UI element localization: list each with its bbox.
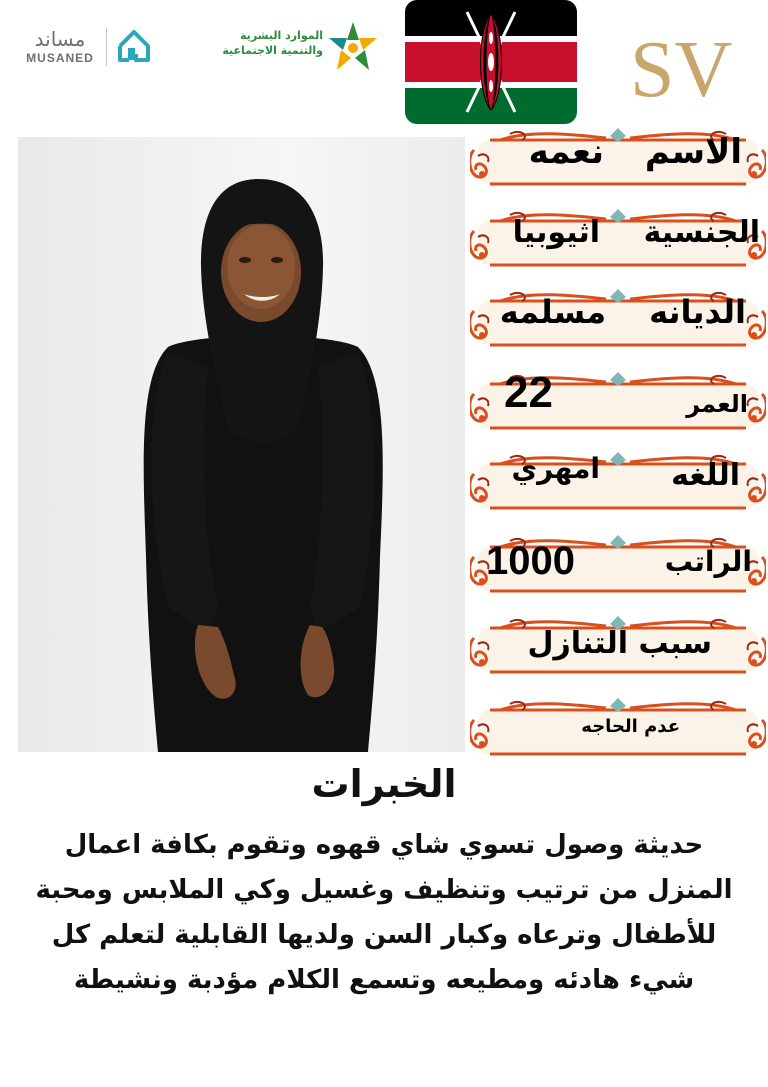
religion-label: الديانه (649, 293, 746, 331)
musaned-arabic-name: مساند (34, 27, 86, 51)
experience-line: شيء هادئه ومطيعه وتسمع الكلام مؤدبة ونشيطة (73, 965, 695, 995)
hr-ministry-text (205, 28, 323, 58)
language-banner (470, 450, 766, 516)
age-banner (470, 370, 766, 436)
hr-ministry-text-line1: الموارد البشرية (240, 29, 323, 42)
agency-logo-text: SV (630, 26, 733, 112)
salary-banner (470, 533, 766, 599)
release-reason-label: سبب التنازل (527, 626, 712, 661)
release-reason-value: عدم الحاجه (581, 716, 680, 737)
religion-banner (470, 287, 766, 353)
kenya-flag (405, 0, 577, 124)
agency-logo (626, 8, 752, 112)
name-banner (470, 126, 766, 192)
language-label: اللغه (671, 458, 740, 493)
musaned-icon (114, 26, 154, 66)
experience-title: الخبرات (311, 762, 457, 806)
release-reason-value-banner (470, 696, 766, 762)
salary-value: 1000 (486, 539, 575, 583)
hr-ministry-text-line2: والتنمية الاجتماعية (222, 44, 323, 57)
experience-line: حديثة وصول تسوي شاي قهوه وتقوم بكافة اعمال (64, 830, 704, 860)
name-value: نعمه (528, 132, 604, 172)
age-value: 22 (504, 368, 553, 417)
musaned-logo (22, 26, 157, 70)
experience-line: للأطفال وترعاه وكبار السن ولديها القابلية لتعلم كل (51, 920, 717, 950)
age-label: العمر (686, 390, 748, 418)
nationality-banner (470, 207, 766, 273)
language-value: امهري (511, 452, 600, 485)
header (0, 0, 768, 125)
experience-line: المنزل من ترتيب وتنظيف وغسيل وكي الملابس ومحبة (35, 875, 733, 905)
nationality-value: اثيوبيا (512, 215, 600, 250)
experience-text (20, 823, 748, 1003)
hr-ministry-logo (205, 20, 385, 76)
musaned-english-name: MUSANED (26, 51, 94, 65)
salary-label: الراتب (664, 545, 752, 578)
logo-divider (106, 28, 107, 66)
religion-value: مسلمه (499, 293, 606, 331)
ministry-star-icon (323, 20, 383, 76)
candidate-photo (18, 137, 465, 752)
release-reason-banner (470, 614, 766, 680)
nationality-label: الجنسية (643, 215, 760, 250)
name-label: الاسم (644, 132, 742, 172)
